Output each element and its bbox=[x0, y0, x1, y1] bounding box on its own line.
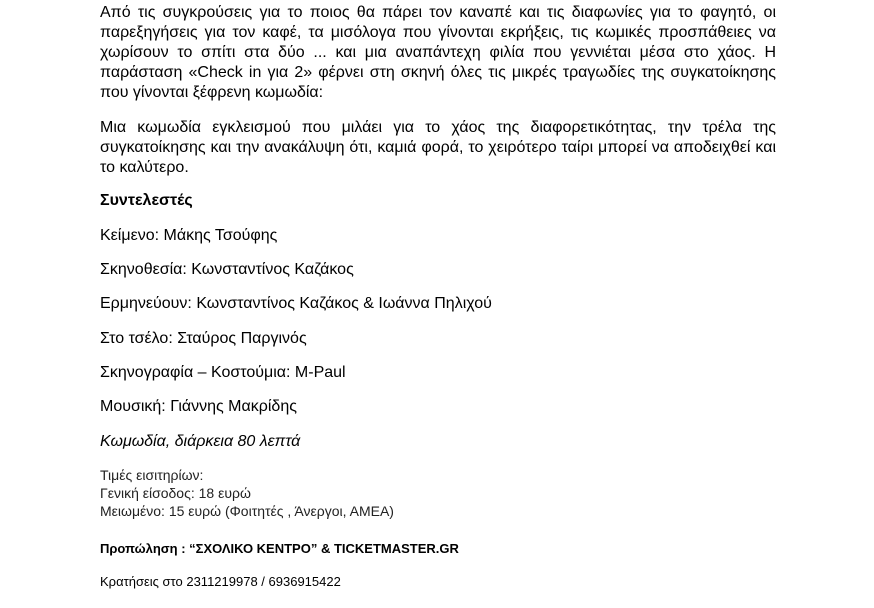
presale-info: Προπώληση : “ΣΧΟΛΙΚΟ ΚΕΝΤΡΟ” & TICKETMASTER.GR bbox=[100, 541, 459, 556]
description-paragraph: Μια κωμωδία εγκλεισμού που μιλάει για το χάος της διαφορετικότητας, την τρέλα της συγκατοίκησης και την ανακάλυψη ότι, καμιά φορά, το χειρότερο ταίρι μπορεί να αποδειχθεί και το καλύτερο. bbox=[100, 119, 776, 176]
prices-title: Τιμές εισιτηρίων: bbox=[100, 467, 204, 483]
credit-set-costumes: Σκηνογραφία – Κοστούμια: M-Paul bbox=[100, 364, 346, 381]
price-reduced: Μειωμένο: 15 ευρώ (Φοιτητές , Άνεργοι, ΑΜΕΑ) bbox=[100, 503, 394, 519]
genre-duration: Κωμωδία, διάρκεια 80 λεπτά bbox=[100, 433, 301, 450]
intro-paragraph: Από τις συγκρούσεις για το ποιος θα πάρει τον καναπέ και τις διαφωνίες για το φαγητό, οι παρεξηγήσεις για τον καφέ, τα μισόλογα που γίνονται εκρήξεις, τις κωμικές προσπάθειες να χωρίσουν το σπίτι στα δύο ... και μια αναπάντεχη φιλία που γεννιέται μέσα στο χάος. Η παράσταση «Check in για 2» φέρνει στη σκηνή όλες τις μικρές τραγωδίες της συγκατοίκησης που γίνονται ξέφρενη κωμωδία: bbox=[100, 4, 776, 101]
credit-music: Μουσική: Γιάννης Μακρίδης bbox=[100, 398, 297, 415]
price-general: Γενική είσοδος: 18 ευρώ bbox=[100, 485, 251, 501]
credit-cast: Ερμηνεύουν: Κωνσταντίνος Καζάκος & Ιωάννα Πηλιχού bbox=[100, 295, 492, 312]
reservations-info: Κρατήσεις στο 2311219978 / 6936915422 bbox=[100, 574, 341, 589]
credit-direction: Σκηνοθεσία: Κωνσταντίνος Καζάκος bbox=[100, 261, 354, 278]
credit-cello: Στο τσέλο: Σταύρος Παργινός bbox=[100, 330, 307, 347]
credits-heading: Συντελεστές bbox=[100, 192, 193, 209]
credit-text: Κείμενο: Μάκης Τσούφης bbox=[100, 227, 278, 244]
